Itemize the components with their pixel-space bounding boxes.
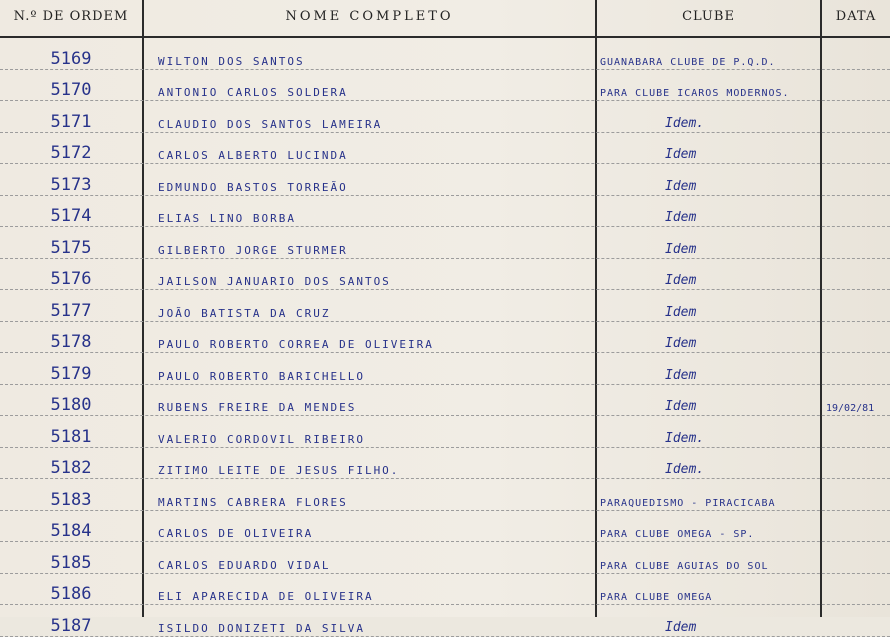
club-name: Idem (665, 399, 697, 414)
club-name: Idem (665, 273, 697, 288)
club-name: PARA CLUBE ICAROS MODERNOS. (600, 88, 790, 99)
full-name: CARLOS EDUARDO VIDAL (158, 558, 331, 572)
table-row (0, 196, 890, 228)
full-name: ISILDO DONIZETI DA SILVA (158, 621, 365, 635)
table-row (0, 542, 890, 574)
club-name: Idem (665, 147, 697, 162)
entry-date: 19/02/81 (826, 403, 875, 414)
full-name: JAILSON JANUARIO DOS SANTOS (158, 275, 391, 288)
order-number: 5169 (50, 48, 92, 69)
full-name: ZITIMO LEITE DE JESUS FILHO. (158, 464, 400, 477)
table-row (0, 385, 890, 417)
club-name: Idem (665, 210, 697, 225)
table-row (0, 101, 890, 133)
table-row (0, 133, 890, 165)
header-ordem: N.º DE ORDEM (13, 9, 129, 24)
table-row (0, 479, 890, 511)
club-name: Idem (665, 178, 697, 194)
order-number: 5187 (50, 615, 92, 636)
full-name: EDMUNDO BASTOS TORREÃO (158, 180, 348, 194)
table-row (0, 322, 890, 354)
club-name: Idem (665, 619, 697, 635)
order-number: 5177 (50, 300, 92, 321)
club-name: PARA CLUBE OMEGA - SP. (600, 529, 755, 540)
full-name: CLAUDIO DOS SANTOS LAMEIRA (158, 117, 383, 131)
order-number: 5186 (50, 584, 92, 604)
ledger-rows (0, 38, 890, 637)
club-name: PARAQUEDISMO - PIRACICABA (600, 497, 776, 509)
order-number: 5182 (50, 458, 92, 478)
club-name: Idem. (665, 115, 705, 131)
club-name: Idem. (665, 430, 705, 446)
full-name: ANTONIO CARLOS SOLDERA (158, 86, 348, 99)
order-number: 5179 (50, 363, 92, 384)
table-row (0, 353, 890, 385)
full-name: ELIAS LINO BORBA (158, 212, 296, 225)
full-name: ELI APARECIDA DE OLIVEIRA (158, 590, 374, 603)
order-number: 5180 (50, 395, 92, 415)
header-clube: CLUBE (682, 9, 735, 24)
club-name: Idem (665, 336, 697, 351)
table-row (0, 605, 890, 637)
full-name: GILBERTO JORGE STURMER (158, 243, 348, 257)
club-name: Idem (665, 304, 697, 320)
table-row (0, 38, 890, 70)
table-row (0, 448, 890, 480)
club-name: Idem. (665, 462, 705, 477)
order-number: 5184 (50, 521, 92, 541)
order-number: 5176 (50, 269, 92, 289)
table-row (0, 416, 890, 448)
order-number: 5171 (50, 111, 92, 132)
full-name: PAULO ROBERTO BARICHELLO (158, 369, 365, 383)
header-nome: NOME COMPLETO (285, 9, 454, 24)
order-number: 5183 (50, 489, 92, 510)
full-name: PAULO ROBERTO CORREA DE OLIVEIRA (158, 338, 434, 351)
club-name: PARA CLUBE AGUIAS DO SOL (600, 560, 769, 572)
order-number: 5178 (50, 332, 92, 352)
full-name: CARLOS DE OLIVEIRA (158, 527, 314, 540)
full-name: CARLOS ALBERTO LUCINDA (158, 149, 348, 162)
order-number: 5172 (50, 143, 92, 163)
full-name: RUBENS FREIRE DA MENDES (158, 401, 357, 414)
full-name: MARTINS CABRERA FLORES (158, 495, 348, 509)
full-name: VALERIO CORDOVIL RIBEIRO (158, 432, 365, 446)
table-row (0, 227, 890, 259)
club-name: Idem (665, 367, 697, 383)
order-number: 5181 (50, 426, 92, 447)
club-name: PARA CLUBE OMEGA (600, 592, 713, 603)
full-name: WILTON DOS SANTOS (158, 54, 305, 68)
table-row (0, 290, 890, 322)
table-row (0, 574, 890, 606)
order-number: 5170 (50, 80, 92, 100)
order-number: 5175 (50, 237, 92, 258)
ledger-header (0, 0, 890, 38)
table-row (0, 70, 890, 102)
club-name: Idem (665, 241, 697, 257)
table-row (0, 511, 890, 543)
order-number: 5173 (50, 174, 92, 195)
full-name: JOÃO BATISTA DA CRUZ (158, 306, 331, 320)
table-row (0, 259, 890, 291)
order-number: 5174 (50, 206, 92, 226)
order-number: 5185 (50, 552, 92, 573)
club-name: GUANABARA CLUBE DE P.Q.D. (600, 56, 776, 68)
table-row (0, 164, 890, 196)
header-data: DATA (835, 9, 877, 24)
